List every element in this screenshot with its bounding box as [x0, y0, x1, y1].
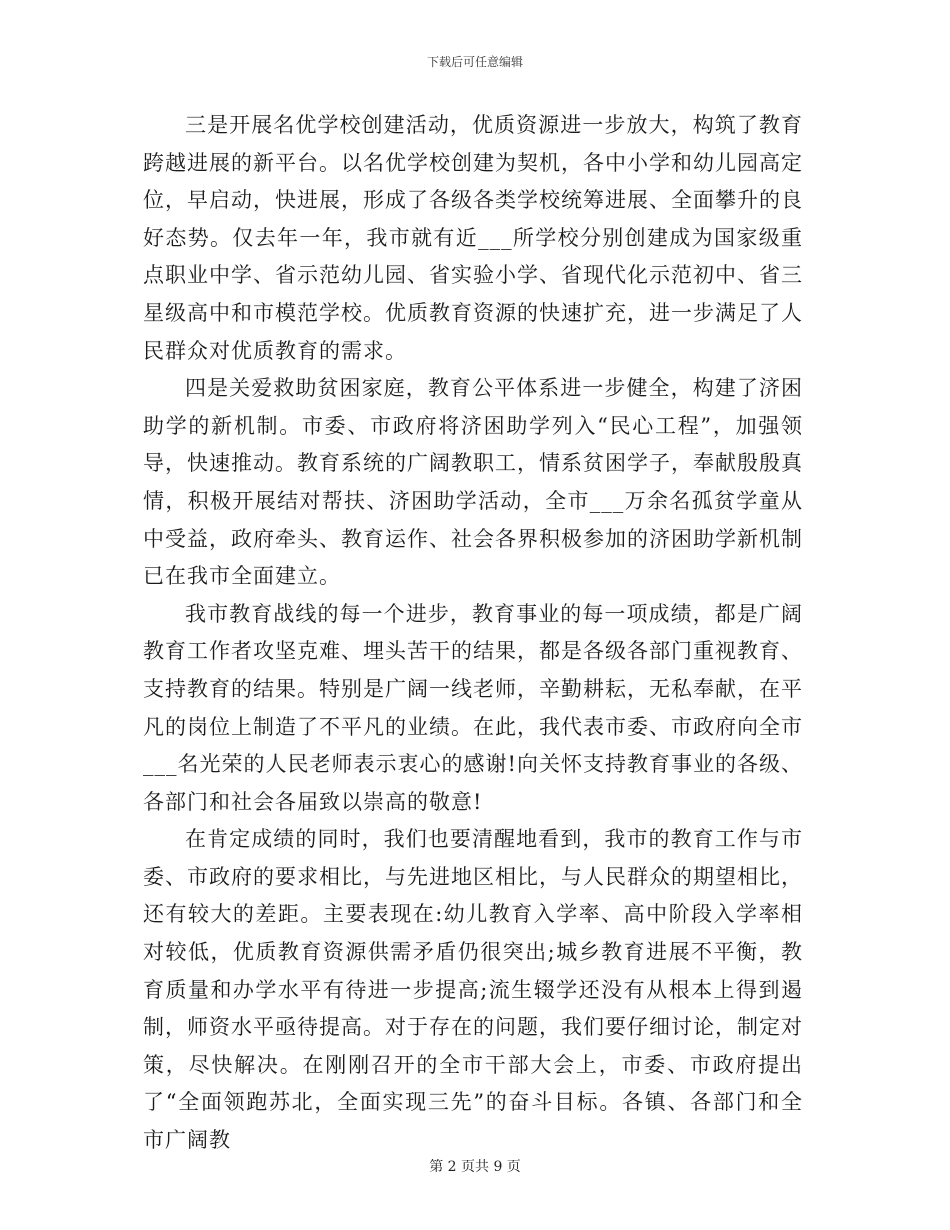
paragraph-acknowledgement: 我市教育战线的每一个进步，教育事业的每一项成绩，都是广阔教育工作者攻坚克难、埋头苦干的结果，都是各级各部门重视教育、支持教育的结果。特别是广阔一线老师，辛勤耕耘，无私奉献，在平凡的岗位上制造了不平凡的业绩。在此，我代表市委、市政府向全市___名光荣的人民老师表示衷心的感谢!向关怀支持教育事业的各级、各部门和社会各届致以崇高的敬意!: [143, 601, 803, 814]
paragraph-school-creation: 三是开展名优学校创建活动，优质资源进一步放大，构筑了教育跨越进展的新平台。以名优学校创建为契机，各中小学和幼儿园高定位，早启动，快进展，形成了各级各类学校统筹进展、全面攀升的良好态势。仅去年一年，我市就有近___所学校分别创建成为国家级重点职业中学、省示范幼儿园、省实验小学、省现代化示范初中、省三星级高中和市模范学校。优质教育资源的快速扩充，进一步满足了人民群众对优质教育的需求。: [143, 113, 803, 363]
page-header: 下载后可任意编辑: [426, 55, 523, 69]
page-number: 第 2 页共 9 页: [429, 1159, 521, 1175]
paragraph-poverty-aid: 四是关爱救助贫困家庭，教育公平体系进一步健全，构建了济困助学的新机制。市委、市政府将济困助学列入“民心工程”，加强领导，快速推动。教育系统的广阔教职工，情系贫困学子，奉献殷殷真情，积极开展结对帮扶、济困助学活动，全市___万余名孤贫学童从中受益，政府牵头、教育运作、社会各界积极参加的济困助学新机制已在我市全面建立。: [143, 376, 803, 589]
document-body: [143, 107, 803, 1160]
paragraph-shortcomings: 在肯定成绩的同时，我们也要清醒地看到，我市的教育工作与市委、市政府的要求相比，与先进地区相比，与人民群众的期望相比，还有较大的差距。主要表现在:幼儿教育入学率、高中阶段入学率相对较低，优质教育资源供需矛盾仍很突出;城乡教育进展不平衡，教育质量和办学水平有待进一步提高;流生辍学还没有从根本上得到遏制，师资水平亟待提高。对于存在的问题，我们要仔细讨论，制定对策，尽快解决。在刚刚召开的全市干部大会上，市委、市政府提出了“全面领跑苏北，全面实现三先”的奋斗目标。各镇、各部门和全市广阔教: [143, 827, 803, 1153]
